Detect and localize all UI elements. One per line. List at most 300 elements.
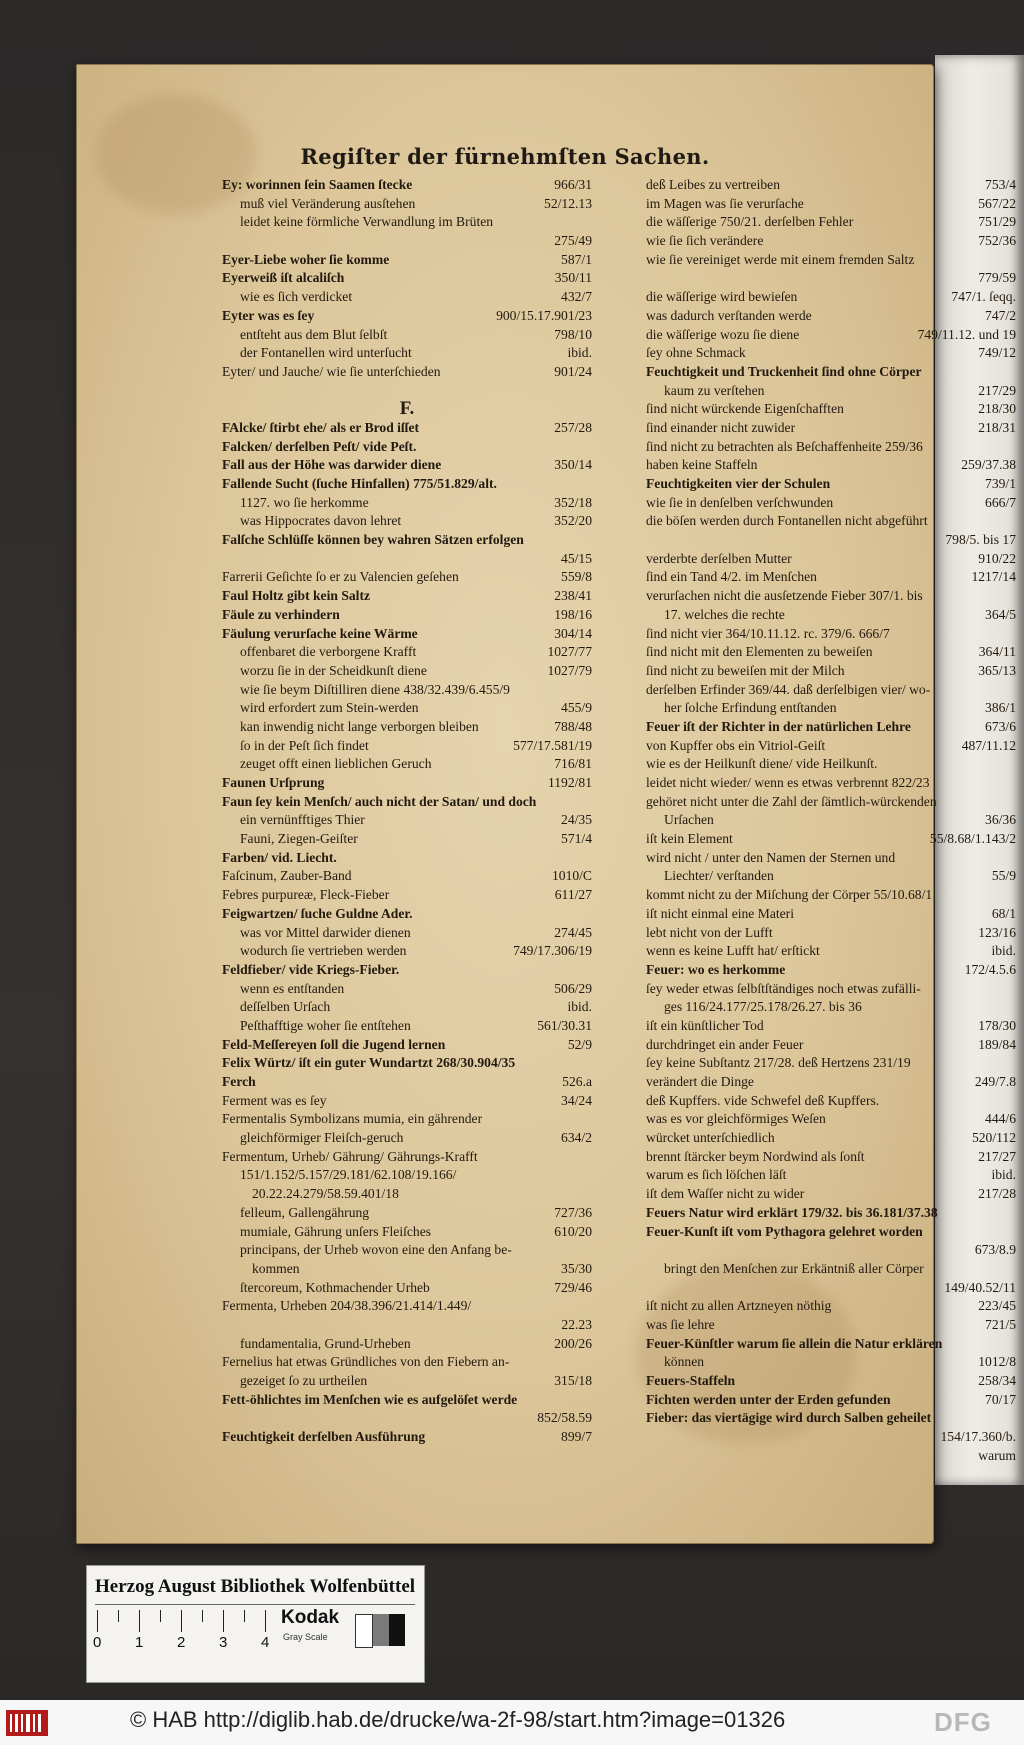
- index-entry: [222, 924, 592, 943]
- index-entry: [646, 1129, 1016, 1148]
- index-entry: [222, 811, 592, 830]
- entry-text: ſey keine Subſtantz 217/28. deß Hertzens 231/19: [646, 1055, 911, 1071]
- entry-reference: 304/14: [554, 625, 592, 641]
- index-entry: [222, 382, 592, 401]
- ruler-number: 0: [93, 1634, 102, 1651]
- entry-text: was ſie lehre: [646, 1316, 715, 1332]
- index-entry: [646, 1335, 1016, 1354]
- index-entry: [646, 699, 1016, 718]
- entry-text: Feuchtigkeit derſelben Ausführung: [222, 1429, 426, 1445]
- entry-text: Ferch: [222, 1074, 256, 1089]
- entry-reference: 788/48: [554, 718, 592, 734]
- entry-reference: 55/9: [991, 868, 1016, 884]
- entry-text: ſtercoreum, Kothmachender Urheb: [240, 1279, 430, 1295]
- entry-reference: 274/45: [554, 924, 592, 940]
- index-entry: [222, 344, 592, 363]
- entry-text: wie ſie in denſelben verſchwunden: [646, 494, 834, 510]
- index-entry: [646, 1391, 1016, 1410]
- entry-reference: 571/4: [561, 831, 592, 847]
- entry-reference: 779/59: [978, 270, 1016, 286]
- entry-text: Fallende Sucht (ſuche Hinfallen) 775/51.829/alt.: [222, 476, 497, 491]
- index-entry: [646, 1036, 1016, 1055]
- entry-text: der Fontanellen wird unterſucht: [240, 345, 412, 361]
- index-entry: [646, 232, 1016, 251]
- index-entry: [646, 662, 1016, 681]
- entry-text: iſt nicht einmal eine Materi: [646, 905, 794, 921]
- index-entry: [222, 363, 592, 382]
- entry-text: 1127. wo ſie herkomme: [240, 494, 369, 510]
- entry-text: Felix Würtz/ iſt ein guter Wundartzt 268/30.904/35: [222, 1055, 516, 1071]
- entry-reference: 1027/77: [547, 644, 592, 660]
- entry-reference: ibid.: [991, 943, 1016, 959]
- index-entry: [646, 811, 1016, 830]
- entry-text: FAlcke/ ſtirbt ehe/ als er Brod iſſet: [222, 419, 420, 435]
- entry-reference: 55/8.68/1.143/2: [929, 831, 1016, 847]
- index-entry: [222, 1316, 592, 1335]
- entry-text: die böſen werden durch Fontanellen nicht abgeführt: [646, 513, 928, 529]
- index-entry: [222, 1017, 592, 1036]
- ruler-number: 1: [135, 1634, 144, 1651]
- entry-text: die wäſſerige wird bewieſen: [646, 289, 798, 305]
- entry-text: Feldfieber/ vide Kriegs-Fieber.: [222, 961, 400, 977]
- entry-reference: 22.23: [561, 1316, 592, 1332]
- entry-reference: 798/10: [554, 326, 592, 342]
- entry-reference: 315/18: [554, 1373, 592, 1388]
- entry-text: Eyter was es ſey: [222, 307, 315, 323]
- entry-reference: 752/36: [978, 233, 1016, 249]
- scale-ruler: [93, 1610, 271, 1651]
- card-divider: [95, 1604, 415, 1605]
- index-entry: [222, 1241, 592, 1260]
- entry-reference: 350/11: [554, 270, 592, 286]
- entry-text: Fermenta, Urheben 204/38.396/21.414/1.449/: [222, 1298, 472, 1314]
- barcode-icon: [6, 1710, 48, 1736]
- index-entry: [646, 1297, 1016, 1316]
- index-entry: [222, 456, 592, 475]
- index-entry: [222, 307, 592, 326]
- entry-text: Ferment was es ſey: [222, 1092, 327, 1108]
- index-entry: [646, 886, 1016, 905]
- entry-reference: 611/27: [554, 887, 592, 903]
- entry-text: Feuers-Staffeln: [646, 1373, 736, 1388]
- index-entry: [646, 1372, 1016, 1391]
- entry-reference: 444/6: [985, 1111, 1016, 1127]
- index-entry: [646, 1353, 1016, 1372]
- entry-text: warum es ſich löſchen läſt: [646, 1167, 787, 1183]
- entry-text: 17. welches die rechte: [664, 606, 785, 622]
- entry-reference: 70/17: [985, 1391, 1016, 1407]
- index-entry: [646, 961, 1016, 980]
- entry-text: deſſelben Urſach: [240, 999, 331, 1015]
- entry-text: wie ſie ſich verändere: [646, 233, 764, 249]
- index-entry: [646, 382, 1016, 401]
- index-entry: [222, 681, 592, 700]
- entry-text: ſind einander nicht zuwider: [646, 419, 796, 435]
- index-entry: [222, 1428, 592, 1447]
- entry-text: fundamentalia, Grund-Urheben: [240, 1335, 411, 1351]
- index-entry: [646, 475, 1016, 494]
- index-entry: [646, 980, 1016, 999]
- index-entry: [646, 550, 1016, 569]
- entry-reference: 727/36: [554, 1204, 592, 1220]
- entry-reference: 249/7.8: [974, 1074, 1016, 1089]
- entry-text: ſind nicht vier 364/10.11.12. rc. 379/6. 666/7: [646, 625, 890, 641]
- entry-text: 20.22.24.279/58.59.401/18: [252, 1186, 399, 1202]
- entry-text: leidet nicht wieder/ wenn es etwas verbrennt 822/23: [646, 775, 930, 790]
- index-entry: [222, 1372, 592, 1391]
- gray-scale-label: Gray Scale: [283, 1632, 328, 1642]
- entry-text: im Magen was ſie verurſache: [646, 195, 804, 211]
- index-entry: [222, 774, 592, 793]
- index-entry: [646, 251, 1016, 270]
- index-entry: [646, 1241, 1016, 1260]
- index-entry: [646, 531, 1016, 550]
- index-entry: [646, 195, 1016, 214]
- entry-reference: 258/34: [978, 1373, 1016, 1388]
- index-entry: [646, 1223, 1016, 1242]
- index-entry: [222, 1409, 592, 1428]
- entry-reference: 365/13: [978, 662, 1016, 678]
- ruler-number: 2: [177, 1634, 186, 1651]
- entry-text: ſo in der Peſt ſich findet: [240, 737, 369, 753]
- entry-reference: 52/12.13: [544, 195, 592, 211]
- entry-text: durchdringet ein ander Feuer: [646, 1036, 804, 1052]
- entry-text: wie ſie vereiniget werde mit einem fremden Saltz: [646, 251, 915, 267]
- entry-text: Fermentalis Symbolizans mumia, ein gährender: [222, 1111, 483, 1127]
- index-entry: [222, 419, 592, 438]
- entry-reference: ibid.: [567, 345, 592, 361]
- entry-reference: 587/1: [561, 251, 592, 267]
- source-link[interactable]: © HAB http://diglib.hab.de/drucke/wa-2f-98/start.htm?image=01326: [130, 1707, 786, 1732]
- entry-text: Peſthafftige woher ſie entſtehen: [240, 1017, 411, 1033]
- entry-reference: 900/15.17.901/23: [496, 307, 592, 323]
- entry-text: brennt ſtärcker beym Nordwind als ſonſt: [646, 1148, 865, 1164]
- entry-reference: 716/81: [554, 756, 592, 772]
- entry-reference: 747/1. ſeqq.: [951, 289, 1016, 305]
- index-entry: [222, 1223, 592, 1242]
- entry-text: Fernelius hat etwas Gründliches von den Fiebern an-: [222, 1354, 510, 1370]
- entry-reference: 966/31: [554, 177, 592, 192]
- entry-text: was es vor gleichförmiges Weſen: [646, 1111, 826, 1127]
- entry-reference: 520/112: [971, 1130, 1016, 1146]
- entry-text: gehöret nicht unter die Zahl der ſämtlich-würckenden: [646, 793, 937, 809]
- index-entry: [646, 606, 1016, 625]
- entry-text: bringt den Menſchen zur Erkäntniß aller Cörper: [664, 1260, 924, 1276]
- entry-text: Faunen Urſprung: [222, 775, 325, 790]
- entry-text: die wäſſerige 750/21. derſelben Fehler: [646, 214, 854, 230]
- entry-text: Faul Holtz gibt kein Saltz: [222, 588, 371, 604]
- entry-reference: 189/84: [978, 1036, 1016, 1052]
- book-page: [76, 64, 1016, 1544]
- index-entry: [646, 1092, 1016, 1111]
- index-entry: [222, 176, 592, 195]
- index-entry: [646, 867, 1016, 886]
- entry-text: die wäſſerige wozu ſie diene: [646, 326, 800, 342]
- index-entry: [222, 531, 592, 550]
- entry-reference: 217/29: [978, 382, 1016, 398]
- entry-text: können: [664, 1354, 705, 1370]
- entry-text: kan inwendig nicht lange verborgen bleiben: [240, 718, 479, 734]
- entry-reference: 749/11.12. und 19: [917, 326, 1016, 342]
- entry-reference: 200/26: [554, 1335, 592, 1351]
- entry-reference: 350/14: [554, 457, 592, 473]
- entry-reference: 753/4: [985, 177, 1016, 192]
- entry-reference: 238/41: [554, 588, 592, 604]
- entry-text: Urſachen: [664, 812, 714, 828]
- entry-text: haben keine Staffeln: [646, 457, 758, 473]
- index-entry: [222, 1297, 592, 1316]
- entry-reference: 259/37.38: [961, 457, 1016, 473]
- entry-text: derſelben Erfinder 369/44. daß derſelbigen vier/ wo-: [646, 681, 931, 697]
- index-entry: [222, 942, 592, 961]
- index-entry: [222, 998, 592, 1017]
- index-entry: [222, 1185, 592, 1204]
- entry-reference: 901/24: [554, 363, 592, 379]
- entry-reference: 610/20: [554, 1223, 592, 1239]
- index-entry: [646, 1279, 1016, 1298]
- entry-reference: 217/28: [978, 1186, 1016, 1202]
- entry-reference: 35/30: [561, 1260, 592, 1276]
- index-entry: [646, 625, 1016, 644]
- entry-text: was vor Mittel darwider dienen: [240, 924, 411, 940]
- index-entry: [222, 494, 592, 513]
- entry-text: Feuer iſt der Richter in der natürlichen Lehre: [646, 718, 911, 734]
- entry-text: Ey: worinnen ſein Saamen ſtecke: [222, 177, 413, 192]
- black-swatch: [389, 1614, 405, 1646]
- index-entry: [646, 326, 1016, 345]
- entry-reference: 455/9: [561, 700, 592, 716]
- entry-text: Liechter/ verſtanden: [664, 868, 774, 884]
- kodak-brand: Kodak: [281, 1607, 340, 1628]
- entry-text: Falcken/ derſelben Peſt/ vide Peſt.: [222, 438, 417, 454]
- index-entry: [222, 195, 592, 214]
- entry-text: Febres purpureæ, Fleck-Fieber: [222, 887, 390, 903]
- index-entry: [646, 456, 1016, 475]
- index-entry: [222, 1092, 592, 1111]
- index-entry: [646, 830, 1016, 849]
- index-entry: [646, 344, 1016, 363]
- index-entry: [222, 905, 592, 924]
- entry-text: Fäulung verurſache keine Wärme: [222, 625, 418, 641]
- entry-text: worzu ſie in der Scheidkunſt diene: [240, 662, 427, 678]
- index-entry: [222, 288, 592, 307]
- entry-text: Fall aus der Höhe was darwider diene: [222, 457, 442, 473]
- index-entry: [222, 1036, 592, 1055]
- entry-text: gleichförmiger Fleiſch-geruch: [240, 1130, 404, 1146]
- index-entry: [646, 1185, 1016, 1204]
- page-heading: Regiſter der fürnehmſten Sachen.: [300, 144, 710, 169]
- entry-reference: ibid.: [991, 1167, 1016, 1183]
- entry-text: Fichten werden unter der Erden gefunden: [646, 1391, 891, 1407]
- index-entry: [222, 1279, 592, 1298]
- entry-text: iſt ein künſtlicher Tod: [646, 1017, 764, 1033]
- entry-text: entſteht aus dem Blut ſelbſt: [240, 326, 388, 342]
- dfg-logo: DFG: [934, 1707, 992, 1737]
- index-entry: [646, 1054, 1016, 1073]
- entry-text: lebt nicht von der Lufft: [646, 924, 773, 940]
- index-entry: [646, 942, 1016, 961]
- entry-reference: 352/20: [554, 513, 592, 529]
- entry-reference: 526.a: [562, 1074, 592, 1089]
- entry-text: verderbte derſelben Mutter: [646, 550, 792, 566]
- entry-text: Faun ſey kein Menſch/ auch nicht der Satan/ und doch: [222, 793, 537, 809]
- index-entry: [646, 718, 1016, 737]
- index-entry: [222, 475, 592, 494]
- entry-text: Feuchtigkeiten vier der Schulen: [646, 476, 831, 491]
- entry-text: wird nicht / unter den Namen der Sternen und: [646, 849, 896, 865]
- entry-reference: 223/45: [978, 1298, 1016, 1314]
- index-entry: [222, 1260, 592, 1279]
- entry-text: ſind nicht würckende Eigenſchafften: [646, 401, 844, 417]
- index-entry: [222, 1166, 592, 1185]
- index-entry: [646, 793, 1016, 812]
- entry-reference: 432/7: [561, 289, 592, 305]
- left-column: [222, 176, 592, 1447]
- entry-text: principans, der Urheb wovon eine den Anfang be-: [240, 1242, 512, 1258]
- white-swatch: [355, 1614, 373, 1648]
- index-entry: [222, 961, 592, 980]
- index-entry: [222, 830, 592, 849]
- entry-text: iſt nicht zu allen Artzneyen nöthig: [646, 1298, 832, 1314]
- index-entry: [646, 1073, 1016, 1092]
- entry-text: Feuchtigkeit und Truckenheit ſind ohne Cörper: [646, 363, 922, 379]
- library-color-card: [87, 1566, 424, 1682]
- entry-text: kommt nicht zu der Miſchung der Cörper 55/10.68/1: [646, 887, 933, 903]
- entry-text: ſey ohne Schmack: [646, 345, 746, 361]
- entry-text: deß Leibes zu vertreiben: [646, 177, 780, 192]
- index-entry: [222, 643, 592, 662]
- entry-reference: 749/12: [978, 345, 1016, 361]
- entry-text: ſind nicht mit den Elementen zu beweiſen: [646, 644, 873, 660]
- index-entry: [222, 867, 592, 886]
- entry-reference: 739/1: [985, 476, 1016, 491]
- entry-text: kaum zu verſtehen: [664, 382, 765, 398]
- entry-reference: 666/7: [985, 494, 1016, 510]
- index-entry: [222, 269, 592, 288]
- entry-text: was dadurch verſtanden werde: [646, 307, 812, 323]
- entry-text: Falſche Schlüſſe können bey wahren Sätzen erfolgen: [222, 532, 524, 548]
- index-entry: [222, 755, 592, 774]
- entry-text: Fett-öhlichtes im Menſchen wie es aufgelöſet werde: [222, 1391, 518, 1407]
- entry-reference: 52/9: [567, 1036, 592, 1052]
- entry-text: deß Kupffers. vide Schwefel deß Kupffers.: [646, 1092, 880, 1108]
- entry-text: ſind nicht zu beweiſen mit der Milch: [646, 662, 845, 678]
- entry-text: mumiale, Gährung unſers Fleiſches: [240, 1223, 432, 1239]
- index-entry: [646, 494, 1016, 513]
- entry-text: ſey weder etwas ſelbſtſtändiges noch etwas zufälli-: [646, 980, 921, 996]
- index-entry: [222, 1148, 592, 1167]
- entry-reference: 275/49: [554, 233, 592, 249]
- entry-text: ſind nicht zu betrachten als Beſchaffenheite 259/36: [646, 438, 923, 454]
- entry-text: wie es der Heilkunſt diene/ vide Heilkunſt.: [646, 756, 878, 772]
- index-entry: [222, 438, 592, 457]
- index-entry: [222, 1391, 592, 1410]
- index-entry: [222, 587, 592, 606]
- entry-text: wenn es entſtanden: [240, 980, 345, 996]
- index-entry: [646, 1409, 1016, 1428]
- index-entry: [646, 512, 1016, 531]
- entry-reference: 577/17.581/19: [513, 737, 592, 753]
- index-entry: [646, 998, 1016, 1017]
- entry-reference: 178/30: [978, 1017, 1016, 1033]
- entry-reference: 149/40.52/11: [944, 1279, 1016, 1295]
- entry-text: zeuget offt einen lieblichen Geruch: [240, 756, 432, 772]
- index-entry: [646, 681, 1016, 700]
- entry-reference: 729/46: [554, 1279, 592, 1295]
- entry-reference: 386/1: [985, 700, 1016, 716]
- entry-text: wird erfordert zum Stein-werden: [240, 700, 419, 716]
- index-entry: [646, 568, 1016, 587]
- gray-swatch: [373, 1614, 389, 1646]
- entry-reference: 34/24: [561, 1092, 592, 1108]
- entry-reference: 198/16: [554, 606, 592, 622]
- entry-text: Farben/ vid. Liecht.: [222, 849, 337, 865]
- entry-text: Eyerweiß iſt alcaliſch: [222, 270, 345, 286]
- entry-reference: 747/2: [985, 307, 1016, 323]
- ruler-number: 4: [261, 1634, 270, 1651]
- entry-text: leidet keine förmliche Verwandlung im Brüten: [240, 214, 494, 230]
- index-entry: [222, 1054, 592, 1073]
- index-entry: [222, 1353, 592, 1372]
- entry-text: her ſolche Erfindung entſtanden: [664, 700, 837, 716]
- entry-text: iſt kein Element: [646, 831, 733, 847]
- entry-text: felleum, Gallengährung: [240, 1204, 370, 1220]
- index-entry: [646, 1316, 1016, 1335]
- index-entry: [646, 774, 1016, 793]
- entry-text: iſt dem Waſſer nicht zu wider: [646, 1186, 805, 1202]
- entry-text: von Kupffer obs ein Vitriol-Geiſt: [646, 737, 826, 753]
- index-entry: [646, 1428, 1016, 1447]
- entry-text: kommen: [252, 1260, 300, 1276]
- entry-text: 151/1.152/5.157/29.181/62.108/19.166/: [240, 1167, 457, 1183]
- index-entry: [646, 1110, 1016, 1129]
- index-entry: [222, 886, 592, 905]
- entry-reference: 24/35: [561, 812, 592, 828]
- entry-text: Fieber: das viertägige wird durch Salben geheilet: [646, 1410, 932, 1426]
- index-entry: [222, 1204, 592, 1223]
- entry-reference: 1012/8: [978, 1354, 1016, 1370]
- index-entry: [646, 269, 1016, 288]
- index-entry: [222, 400, 592, 419]
- entry-reference: 852/58.59: [537, 1410, 592, 1426]
- entry-reference: 910/22: [978, 550, 1016, 566]
- entry-reference: 154/17.360/b.: [940, 1429, 1016, 1445]
- entry-text: Feuer-Künſtler warum ſie allein die Natur erklären: [646, 1335, 943, 1351]
- entry-text: ein vernünfftiges Thier: [240, 812, 365, 828]
- entry-reference: 352/18: [554, 494, 592, 510]
- entry-text: Farrerii Geſichte ſo er zu Valencien geſehen: [222, 569, 459, 585]
- entry-text: wenn es keine Lufft hat/ erſtickt: [646, 943, 820, 959]
- index-entry: [222, 1129, 592, 1148]
- entry-reference: 798/5. bis 17: [945, 532, 1016, 548]
- entry-reference: ibid.: [567, 999, 592, 1015]
- entry-text: verändert die Dinge: [646, 1074, 754, 1089]
- index-entry: [222, 1110, 592, 1129]
- index-entry: [222, 326, 592, 345]
- index-entry: [646, 288, 1016, 307]
- entry-text: verurſachen nicht die ausſetzende Fieber 307/1. bis: [646, 588, 923, 604]
- index-entry: [646, 643, 1016, 662]
- entry-reference: 218/31: [978, 419, 1016, 435]
- index-entry: [222, 1073, 592, 1092]
- index-entry: [222, 213, 592, 232]
- entry-reference: warum: [978, 1447, 1016, 1463]
- entry-text: Fauni, Ziegen-Geiſter: [240, 831, 358, 847]
- entry-text: ges 116/24.177/25.178/26.27. bis 36: [664, 999, 862, 1015]
- index-entry: [222, 699, 592, 718]
- entry-text: muß viel Veränderung ausſtehen: [240, 195, 416, 211]
- library-name: Herzog August Bibliothek Wolfenbüttel: [95, 1576, 416, 1597]
